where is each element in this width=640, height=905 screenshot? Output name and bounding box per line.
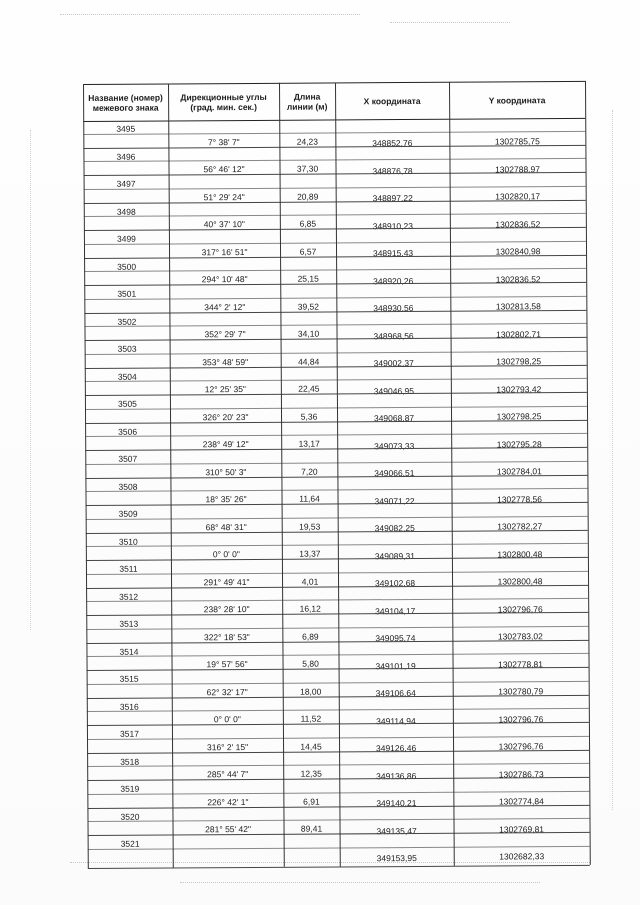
line-length: 24,23 [296,136,319,147]
line-length: 6,89 [302,631,319,642]
marker-name: 3515 [119,673,139,684]
line-length: 13,37 [299,548,321,559]
line-length: 13,17 [298,438,320,449]
y-coordinate: 1302796,76 [497,603,543,614]
y-coordinate: 1302820,17 [495,191,541,202]
y-coordinate: 1302783,02 [497,631,543,642]
x-coordinate: 349102,68 [374,577,416,589]
y-coordinate: 1302786,73 [498,768,544,779]
row-divider [87,777,589,781]
direction-angle: 62° 32' 17" [206,686,248,698]
direction-angle: 344° 2' 12" [204,301,246,313]
y-coordinate: 1302778,56 [497,493,543,504]
direction-angle: 291° 49' 41" [203,576,250,588]
marker-name: 3505 [117,398,137,409]
header-y-coordinate: Y координата [488,95,546,106]
x-coordinate: 349082,25 [374,522,415,534]
x-coordinate: 349135,47 [376,825,417,836]
direction-angle: 322° 18' 53" [203,631,250,643]
y-coordinate: 1302682,33 [499,851,545,862]
x-coordinate: 348876,78 [372,165,413,176]
x-coordinate: 349153,95 [376,852,417,864]
x-coordinate: 349046,95 [373,385,415,396]
row-divider [87,694,589,698]
x-coordinate: 349066,51 [374,467,415,479]
x-coordinate: 349140,21 [376,797,417,809]
x-coordinate: 349095,74 [375,632,416,644]
y-coordinate: 1302836,52 [495,218,541,229]
row-divider [85,447,587,451]
marker-name: 3513 [119,618,139,629]
marker-name: 3520 [120,811,140,822]
marker-name: 3497 [116,178,136,189]
marker-name: 3504 [117,371,137,382]
y-coordinate: 1302798,25 [496,356,542,367]
row-divider [86,584,588,588]
line-length: 34,10 [297,328,320,339]
y-coordinate: 1302778,81 [498,658,544,669]
marker-name: 3510 [118,536,138,547]
direction-angle: 0° 0' 0" [213,714,241,725]
coordinates-table [83,81,585,864]
direction-angle: 12° 25' 35" [204,384,246,395]
direction-angle: 310° 50' 3" [205,466,247,478]
marker-name: 3502 [117,316,137,327]
x-coordinate: 349101,19 [375,660,416,671]
line-length: 22,45 [298,383,320,394]
x-coordinate: 349089,31 [374,550,416,561]
marker-name: 3519 [120,783,140,794]
scan-noise [30,130,31,630]
y-coordinate: 1302793,42 [496,383,542,394]
marker-name: 3509 [118,508,138,519]
line-length: 16,12 [299,603,321,614]
scan-noise [612,110,613,810]
row-divider [84,254,586,258]
row-divider [84,227,586,231]
direction-angle: 353° 48' 59" [202,356,249,368]
row-divider [85,474,587,478]
marker-name: 3521 [120,838,140,849]
x-coordinate: 349073,33 [374,440,415,451]
y-coordinate: 1302796,76 [498,713,544,724]
row-divider [87,804,589,808]
y-coordinate: 1302774,84 [498,796,544,807]
line-length: 12,35 [300,768,322,779]
direction-angle: 238° 49' 12" [202,439,249,450]
x-coordinate: 349104,17 [375,605,416,616]
direction-angle: 51° 29' 24" [203,191,245,203]
marker-name: 3517 [119,728,139,739]
line-length: 6,91 [303,796,320,807]
direction-angle: 294° 10' 48" [201,274,248,285]
direction-angle: 7° 38' 7" [207,136,240,147]
marker-name: 3499 [116,233,136,244]
y-coordinate: 1302840,98 [495,246,541,257]
marker-name: 3516 [119,701,139,712]
line-length: 39,52 [297,301,320,312]
line-length: 14,45 [300,741,322,752]
marker-name: 3514 [119,646,139,657]
x-coordinate: 349002,37 [373,357,414,369]
line-length: 25,15 [297,273,319,284]
direction-angle: 19° 57' 56" [206,659,248,670]
y-coordinate: 1302780,79 [498,686,544,697]
y-coordinate: 1302798,25 [496,411,542,422]
header-direction-angle: Дирекционные углы (град. мин. сек.) [180,91,267,113]
header-line-length: Длина линии (м) [286,91,328,112]
line-length: 19,53 [299,521,321,532]
x-coordinate: 349114,94 [376,715,416,726]
line-length: 37,30 [296,163,319,174]
x-coordinate: 348910,23 [372,220,413,231]
y-coordinate: 1302769,81 [499,823,545,834]
x-coordinate: 348920,26 [373,275,414,286]
line-length: 4,01 [301,576,319,587]
marker-name: 3496 [116,151,136,162]
scan-noise [60,14,360,15]
line-length: 11,64 [299,493,320,504]
y-coordinate: 1302795,28 [496,438,542,449]
line-length: 7,20 [301,466,318,477]
x-coordinate: 349068,87 [373,412,415,424]
direction-angle: 281° 55' 42" [205,824,252,835]
x-coordinate: 348930,56 [373,302,414,314]
header-marker-name: Название (номер) межевого знака [88,92,163,113]
header-x-coordinate: Х координата [363,95,421,107]
scan-noise [70,862,590,863]
x-coordinate: 348852,76 [372,137,413,149]
line-length: 5,80 [302,658,319,669]
direction-angle: 68° 48' 31" [205,521,247,533]
y-coordinate: 1302813,58 [495,301,541,312]
row-divider [86,557,588,561]
row-divider [83,144,585,148]
y-coordinate: 1302800,48 [497,548,543,559]
x-coordinate: 349136,86 [376,770,417,781]
marker-name: 3507 [118,453,138,464]
marker-name: 3508 [118,481,138,492]
x-coordinate: 349071,22 [374,495,415,506]
direction-angle: 316° 2' 15" [206,741,249,753]
y-coordinate: 1302782,27 [497,521,543,532]
y-coordinate: 1302802,71 [496,328,542,339]
x-coordinate: 348897,22 [372,192,413,204]
direction-angle: 18° 35' 26" [205,494,247,505]
direction-angle: 56° 46' 12" [203,164,245,175]
direction-angle: 0° 0' 0" [212,549,240,560]
y-coordinate: 1302800,48 [497,576,543,587]
marker-name: 3512 [119,591,139,602]
x-coordinate: 348915,43 [372,247,414,259]
marker-name: 3511 [119,563,138,574]
scan-noise [390,22,510,23]
y-coordinate: 1302836,52 [495,273,541,284]
marker-name: 3518 [120,756,140,767]
line-length: 89,41 [300,823,323,834]
row-divider [85,337,587,341]
direction-angle: 285° 44' 7" [207,769,249,780]
marker-name: 3501 [117,288,137,299]
row-divider [85,364,587,368]
line-length: 11,52 [300,713,322,724]
direction-angle: 40° 37' 10" [203,219,245,230]
direction-angle: 317° 16' 51" [201,246,248,258]
x-coordinate: 348968,56 [373,330,414,341]
y-coordinate: 1302796,76 [498,741,544,752]
line-length: 20,89 [297,191,319,202]
x-coordinate: 349126,46 [375,742,417,754]
line-length: 6,57 [299,246,317,257]
marker-name: 3503 [117,343,137,354]
x-coordinate: 349106,64 [375,687,416,699]
line-length: 44,84 [298,356,320,367]
direction-angle: 326° 20' 23" [202,411,249,423]
direction-angle: 226° 42' 1" [207,796,249,808]
y-coordinate: 1302784,01 [496,466,542,477]
line-length: 5,36 [300,411,318,422]
direction-angle: 352° 29' 7" [204,329,246,340]
marker-name: 3495 [116,123,136,134]
marker-name: 3506 [118,426,138,437]
scan-noise [180,882,540,883]
marker-name: 3498 [116,206,136,217]
y-coordinate: 1302785,75 [494,136,540,147]
row-divider [87,667,589,671]
y-coordinate: 1302788,97 [495,163,541,174]
marker-name: 3500 [117,261,137,272]
line-length: 6,85 [299,218,317,229]
line-length: 18,00 [300,686,322,697]
direction-angle: 238° 28' 10" [203,604,250,615]
